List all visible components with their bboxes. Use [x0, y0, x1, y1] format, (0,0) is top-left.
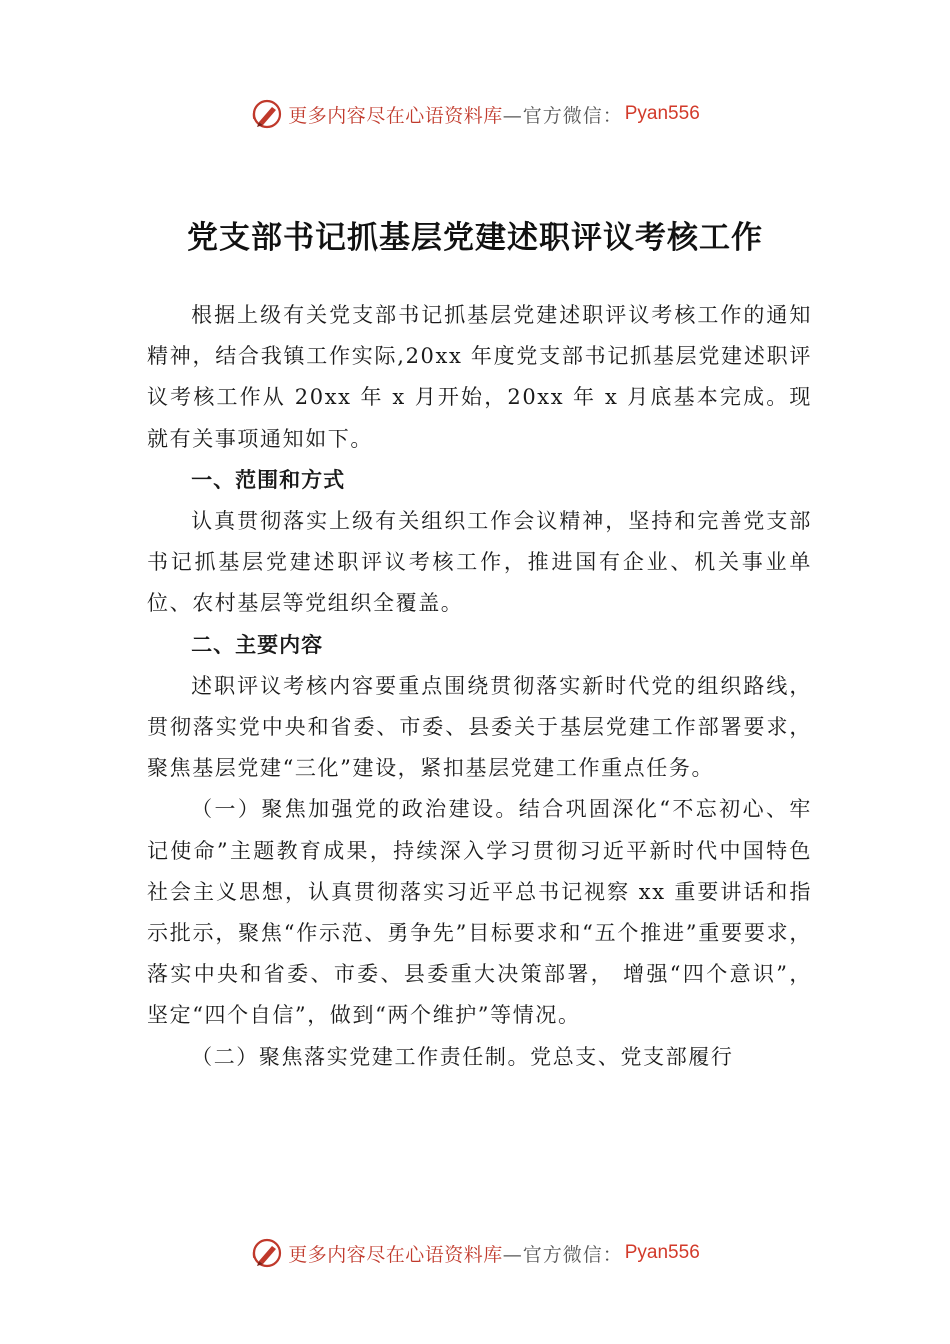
paragraph-item-1: （一）聚焦加强党的政治建设。结合巩固深化“不忘初心、牢记使命”主题教育成果，持续深入学习贯彻习近平新时代中国特色社会主义思想，认真贯彻落实习近平总书记视察 xx 重要讲话和指示批示，聚焦“作示范、勇争先”目标要求和“五个推进”重要要求，落实中央和省委、市委、县委重大决策部署， 增强“四个意识”，坚定“四个自信”，做到“两个维护”等情况。 — [147, 797, 812, 1028]
paragraph-content: 述职评议考核内容要重点围绕贯彻落实新时代党的组织路线，贯彻落实党中央和省委、市委、县委关于基层党建工作部署要求，聚焦基层党建“三化”建设，紧扣基层党建工作重点任务。 — [147, 673, 812, 781]
wechat-id: Pyan556 — [624, 103, 700, 124]
wechat-id: Pyan556 — [624, 1242, 700, 1263]
header-banner — [0, 94, 950, 134]
paragraph-scope: 认真贯彻落实上级有关组织工作会议精神，坚持和完善党支部书记抓基层党建述职评议考核工作，推进国有企业、机关事业单位、农村基层等党组织全覆盖。 — [147, 509, 812, 616]
paragraph-intro: 根据上级有关党支部书记抓基层党建述职评议考核工作的通知精神，结合我镇工作实际,20xx 年度党支部书记抓基层党建述职评议考核工作从 20xx 年 x 月开始，20xx 年 x 月底基本完成。现就有关事项通知如下。 — [147, 303, 812, 451]
pen-circle-logo-icon — [250, 1236, 284, 1270]
footer-banner — [0, 1233, 950, 1273]
pen-circle-logo-icon — [250, 97, 284, 131]
document-title: 党支部书记抓基层党建述职评议考核工作 — [187, 220, 763, 256]
brand-text: 更多内容尽在心语资料库 — [288, 104, 503, 127]
official-wechat-label: —官方微信： — [502, 104, 623, 127]
brand-text: 更多内容尽在心语资料库 — [288, 1243, 503, 1266]
section-heading-scope: 一、范围和方式 — [191, 467, 346, 492]
document-body — [147, 295, 812, 1078]
official-wechat-label: —官方微信： — [502, 1243, 623, 1266]
paragraph-item-2: （二）聚焦落实党建工作责任制。党总支、党支部履行 — [191, 1044, 734, 1069]
section-heading-content: 二、主要内容 — [191, 632, 324, 657]
